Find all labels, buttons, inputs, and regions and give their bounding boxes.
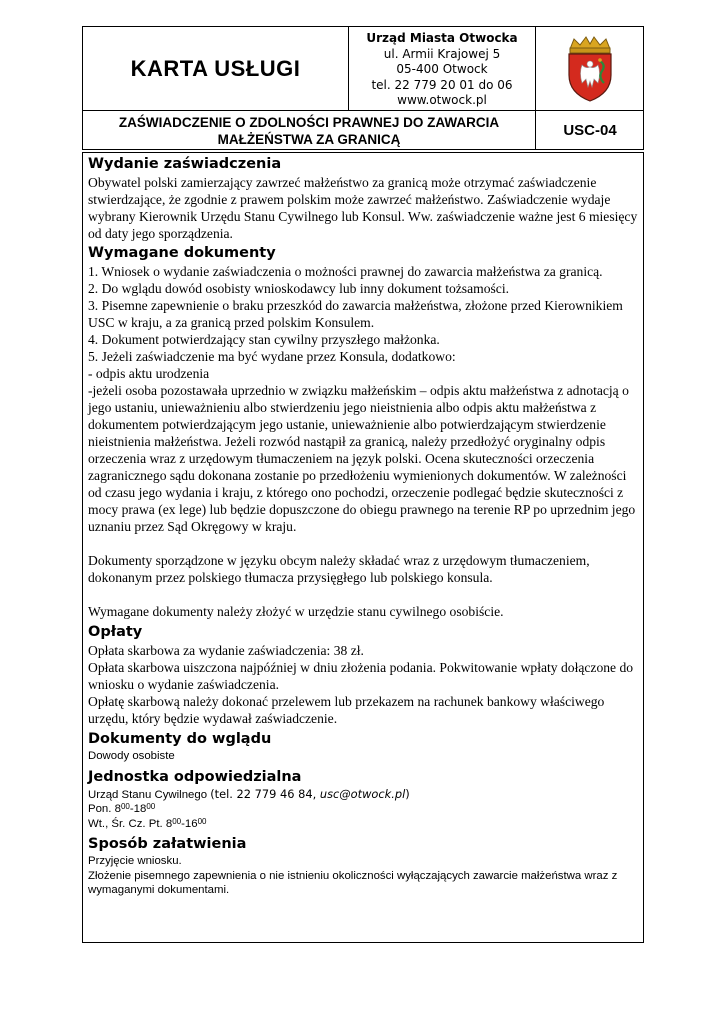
office-city: 05-400 Otwock (396, 62, 488, 76)
section-heading: Wydanie zaświadczenia (88, 156, 282, 172)
hours-days: Wt., Śr. Cz. Pt. 8 (88, 817, 173, 830)
section-heading: Jednostka odpowiedzialna (88, 768, 302, 785)
unit-email[interactable]: usc@otwock.pl (319, 786, 406, 801)
unit-phone: (tel. 22 779 46 84, (210, 786, 320, 801)
unit-name: Urząd Stanu Cywilnego (88, 788, 208, 801)
logo-cell (536, 27, 644, 111)
section-text: Dowody osobiste (88, 750, 175, 762)
section-resolution (88, 835, 638, 898)
hours-sup: 00 (120, 802, 130, 811)
office-hours-mon (88, 802, 638, 817)
hours-sup: 00 (172, 816, 182, 826)
title-cell (83, 27, 349, 111)
office-name: Urząd Miasta Otwocka (366, 31, 518, 45)
office-hours-tue-fri (88, 817, 638, 832)
service-code-label: USC-04 (563, 121, 617, 139)
section-text: Przyjęcie wniosku. Złożenie pisemnego zapewnienia o nie istnieniu okoliczności wyłączających zawarcie małżeństwa wraz z wymaganymi dokumentami. (88, 855, 618, 896)
unit-phone-close: ) (405, 786, 410, 801)
service-subject (83, 111, 536, 149)
unit-contact (88, 787, 638, 803)
section-heading: Dokumenty do wglądu (88, 731, 272, 747)
hours-to: -16 (181, 817, 198, 830)
section-inspection (88, 730, 638, 764)
subject-line-2: MAŁŻEŃSTWA ZA GRANICĄ (217, 132, 401, 147)
section-text: 1. Wniosek o wydanie zaświadczenia o możności prawnej do zawarcia małżeństwa za granicą. 2. Do wglądu dowód osobisty wnioskodawcy lub inny dokument tożsamości. 3. Pisemne zapewnienie o braku przeszkód do zawarcia małżeństwa, złożone przed Kierownikiem USC w kraju, a za granicą przed polskim Konsulem. 4. Dokument potwierdzający stan cywilny przyszłego małżonka. 5. Jeżeli zaświadczenie ma być wydane przez Konsula, dodatkowo: - odpis aktu urodzenia -jeżeli osoba pozostawała uprzednio w związku małżeńskim – odpis aktu małżeństwa z adnotacją o jego ustaniu, unieważnieniu albo stwierdzeniu jego nieistnienia albo odpis aktu małżeństwa z dokumentem potwierdzającym jego ustanie, unieważnienie albo potwierdzającym stwierdzenie nieistnienia małżeństwa. Jeżeli rozwód nastąpił za granicą, należy przedłożyć oryginalny odpis orzeczenia wraz z urzędowym tłumaczeniem na język polski. Ocena skuteczności orzeczenia zagranicznego sądu dokonana zostanie po przedłożeniu wymienionych dokumentów. W zależności od czasu jego wydania i kraju, z którego ono pochodzi, orzeczenie podlegać będzie skuteczności z mocy prawa (ex lege) lub będzie dopuszczone do obiegu prawnego na terenie RP po uprzednim jego uznaniu przez Sąd Okręgowy w kraju. (88, 264, 636, 534)
hours-days: Pon. 8 (88, 803, 121, 815)
submit-note: Wymagane dokumenty należy złożyć w urzędzie stanu cywilnego osobiście. (88, 604, 504, 619)
service-card-body (82, 152, 644, 943)
office-phone: tel. 22 779 20 01 do 06 (371, 77, 513, 92)
translation-note: Dokumenty sporządzone w języku obcym należy składać wraz z urzędowym tłumaczeniem, dokonanym przez polskiego tłumacza przysięgłego lub polskiego konsula. (88, 553, 590, 585)
office-address (349, 27, 536, 111)
hours-sup: 00 (197, 816, 207, 826)
section-text: Opłata skarbowa za wydanie zaświadczenia: 38 zł. Opłata skarbowa uiszczona najpóźniej w dniu złożenia podania. Pokwitowanie wpłaty dołączone do wniosku o wydanie zaświadczenia. Opłatę skarbową należy dokonać przelewem lub przekazem na rachunek bankowy właściwego urzędu, który będzie wydawał zaświadczenie. (88, 643, 634, 726)
page-title: KARTA USŁUGI (130, 55, 301, 81)
section-heading: Wymagane dokumenty (88, 245, 276, 261)
hours-to: -18 (129, 803, 147, 815)
office-street: ul. Armii Krajowej 5 (383, 46, 501, 61)
section-heading: Opłaty (88, 624, 143, 640)
section-fees (88, 623, 638, 727)
section-text: Obywatel polski zamierzający zawrzeć małżeństwo za granicą może otrzymać zaświadczenie stwierdzające, że zgodnie z prawem polskim może zawrzeć małżeństwo. Zaświadczenie wydaje wybrany Kierownik Urzędu Stanu Cywilnego lub Konsul. Ww. zaświadczenie ważne jest 6 miesięcy od daty jego sporządzenia. (88, 175, 638, 241)
service-code (536, 111, 644, 149)
section-unit (88, 768, 638, 832)
section-heading: Sposób załatwienia (88, 836, 247, 852)
section-documents (88, 244, 638, 620)
header-table (82, 26, 644, 150)
section-issue (88, 155, 638, 242)
hours-sup: 00 (146, 802, 156, 811)
office-web: www.otwock.pl (397, 93, 487, 107)
coat-of-arms-icon (562, 35, 618, 103)
subject-line-1: ZAŚWIADCZENIE O ZDOLNOŚCI PRAWNEJ DO ZAWARCIA (118, 115, 500, 130)
